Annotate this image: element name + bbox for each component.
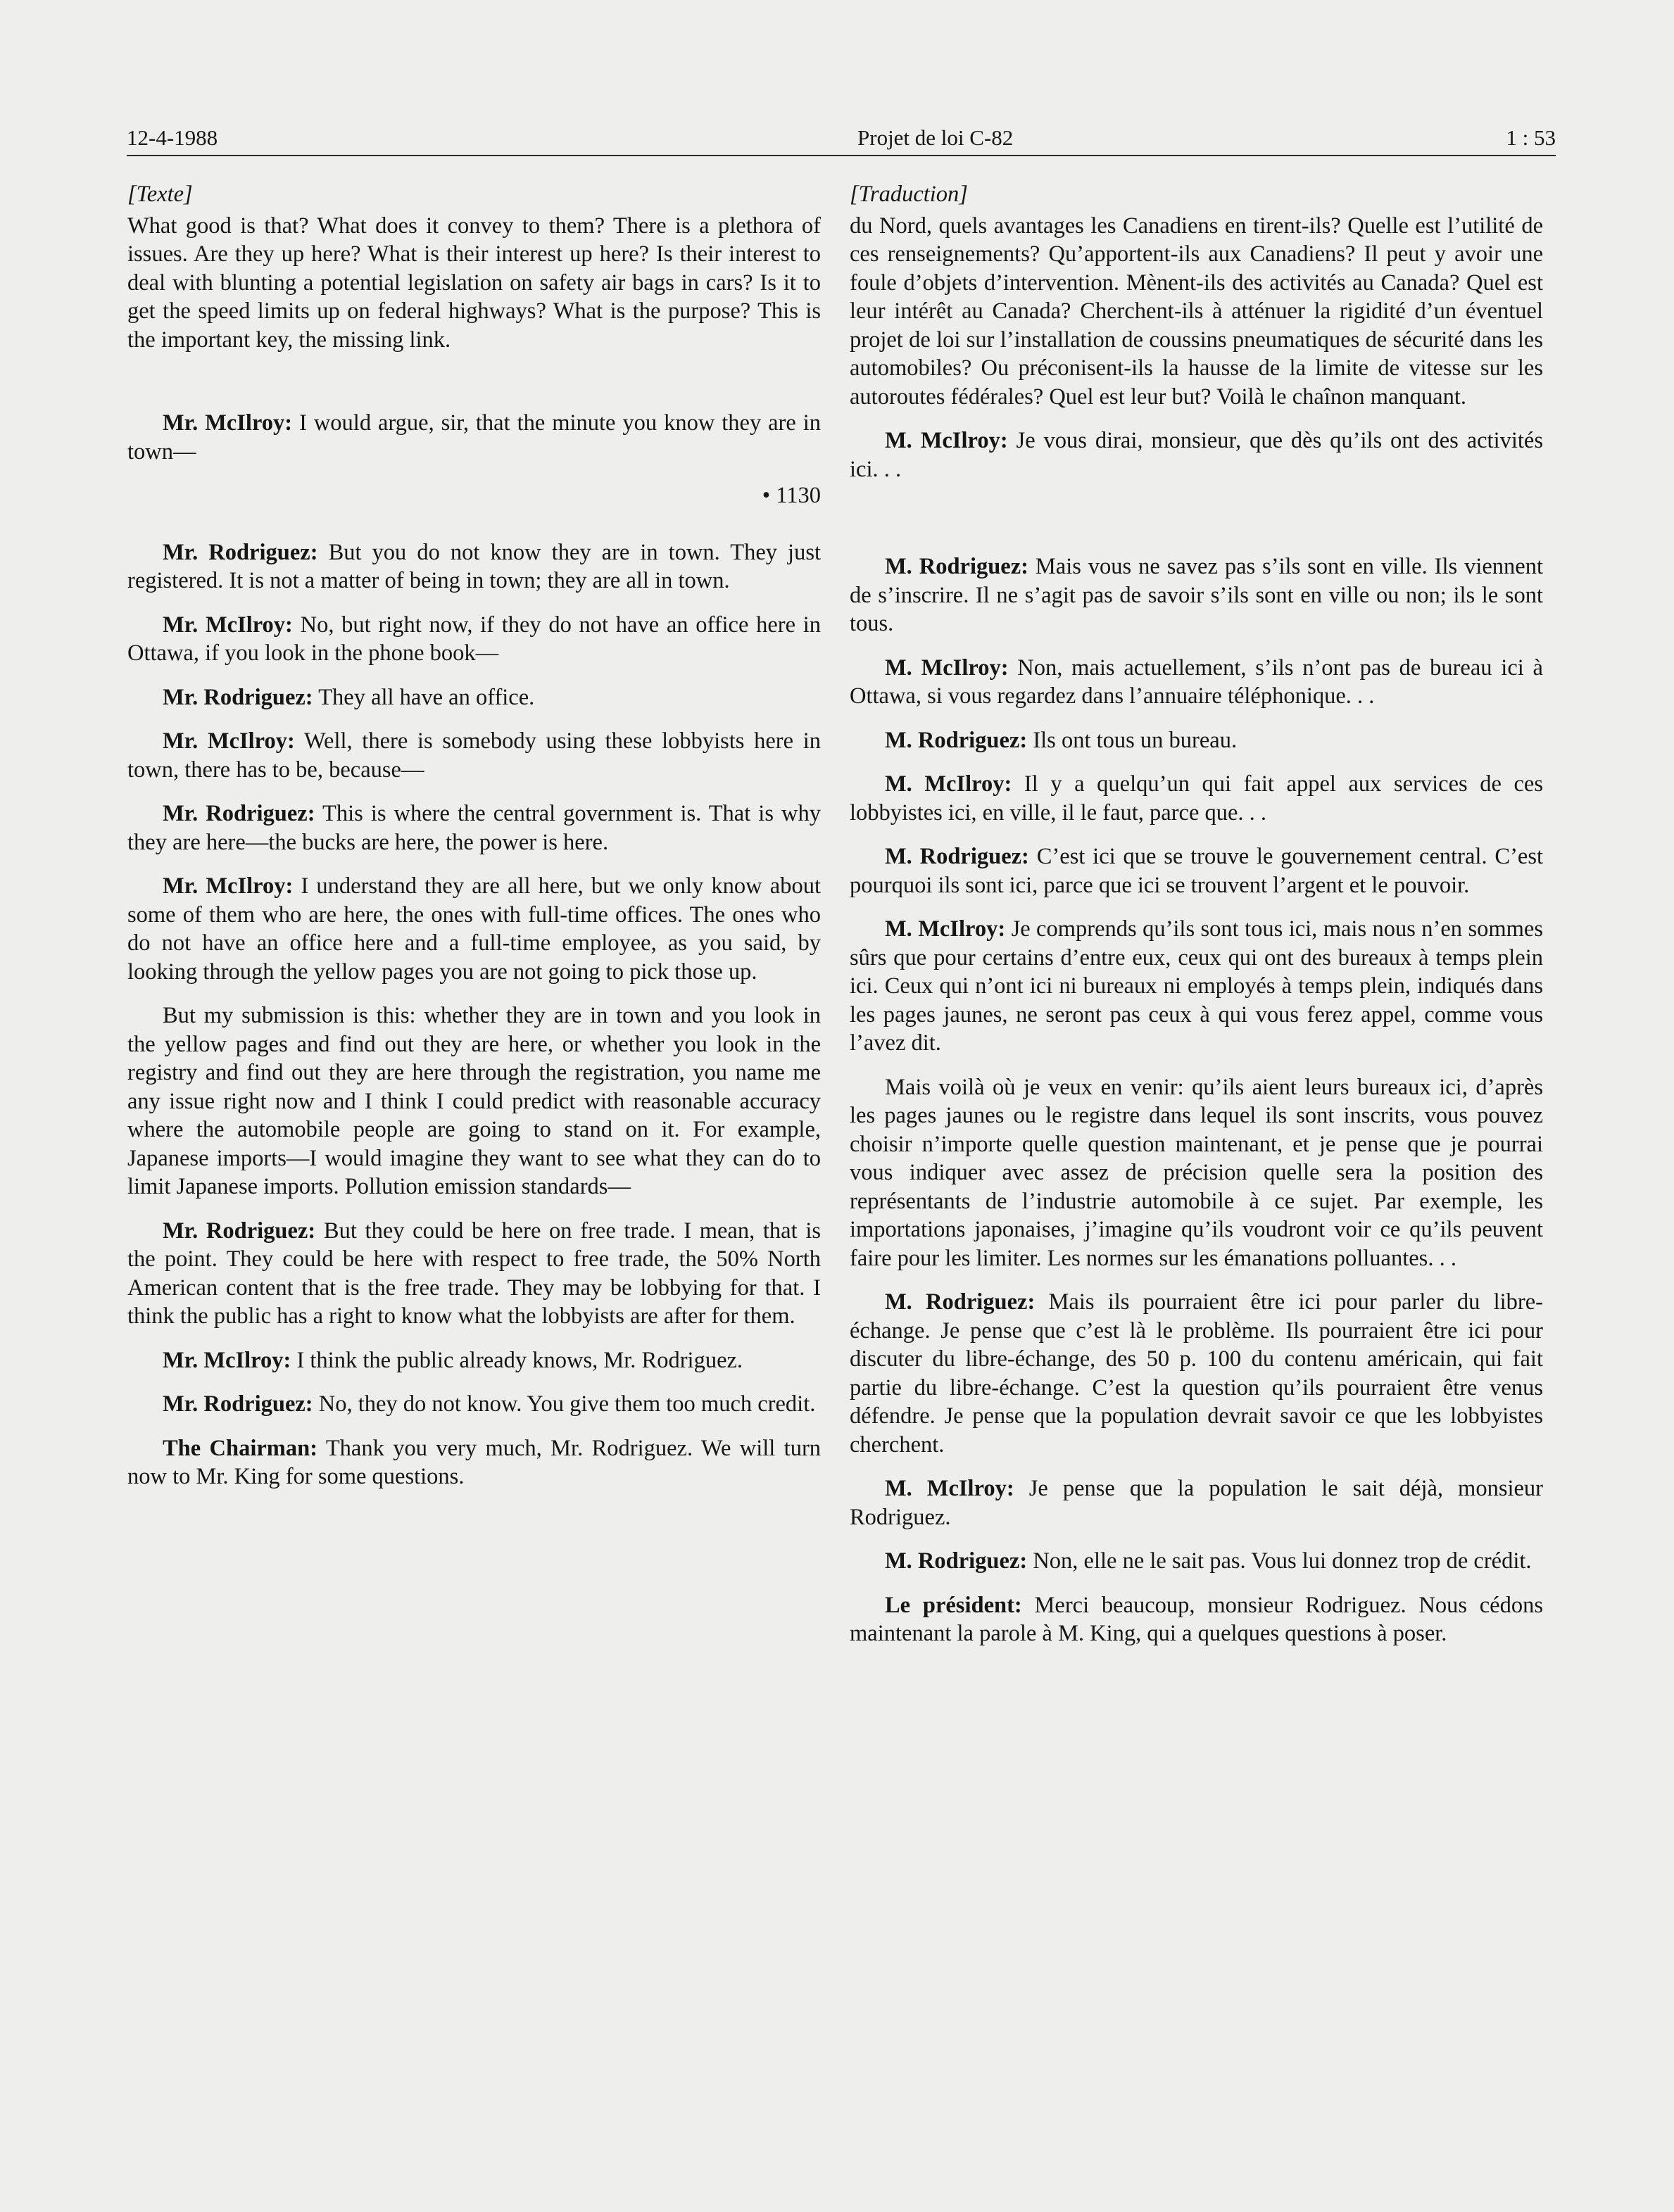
header-page-number: 1 : 53 (1506, 125, 1556, 150)
speech-text: Non, mais actuellement, s’ils n’ont pas de bureau ici à Ottawa, si vous regardez dans l’annuaire téléphonique. . . (850, 655, 1543, 709)
speech-text: I think the public already knows, Mr. Rodriguez. (296, 1347, 743, 1373)
transcript-paragraph (127, 1217, 821, 1331)
speech-text: But my submission is this: whether they are in town and you look in the yellow pages and find out they are here, or whether you look in the registry and find out they are here through the registration, you name me any issue right now and I think I could predict with reasonable accuracy where the automobile people are going to stand on it. For example, Japanese imports—I would imagine they want to see what they can do to limit Japanese imports. Pollution emission standards— (127, 1003, 821, 1199)
speech-text: Mais voilà où je veux en venir: qu’ils aient leurs bureaux ici, d’après les pages jaunes ou le registre dans lequel ils sont inscrits, vous pouvez choisir n’importe quelle question maintenant, et je pense que je pourrai vous indiquer avec assez de précision quelle sera la position des représentants de l’industrie automobile à ce sujet. Par exemple, les importations japonaises, j’imagine qu’ils voudront voir ce qu’ils peuvent faire pour les limiter. Les normes sur les émanations polluantes. . . (850, 1074, 1543, 1271)
speech-text: But they could be here on free trade. I mean, that is the point. They could be here with respect to free trade, the 50% North American content that is the free trade. They may be lobbying for that. I think the public has a right to know what the lobbyists are after for them. (127, 1218, 822, 1329)
column-tag: [Texte] (127, 182, 193, 207)
header-title: Projet de loi C-82 (857, 125, 1014, 150)
speaker-name: Le président: (885, 1592, 1022, 1618)
speaker-name: The Chairman: (163, 1435, 318, 1461)
speaker-name: Mr. McIlroy: (163, 410, 293, 436)
transcript-paragraph (850, 1288, 1543, 1459)
speech-text: I understand they are all here, but we only know about some of them who are here, the ones with full-time offices. The ones who do not have an office here and a full-time employee, as you said, by looking through the yellow pages you are not going to pick those up. (127, 873, 821, 985)
transcript-paragraph (127, 1434, 821, 1491)
speaker-name: M. McIlroy: (885, 655, 1009, 681)
speaker-name: M. Rodriguez: (885, 554, 1028, 579)
speaker-name: M. McIlroy: (885, 428, 1008, 453)
speaker-name: M. Rodriguez: (885, 1548, 1028, 1574)
transcript-paragraph (127, 683, 821, 712)
speech-text: Mais vous ne savez pas s’ils sont en ville. Ils viennent de s’inscrire. Il ne s’agit pas de savoir s’ils sont en ville ou non; ils le sont tous. (850, 554, 1543, 636)
speech-text: Thank you very much, Mr. Rodriguez. We will turn now to Mr. King for some questions. (127, 1435, 822, 1489)
transcript-paragraph (127, 538, 821, 595)
transcript-paragraph (127, 727, 821, 784)
transcript-paragraph (127, 1390, 821, 1419)
transcript-paragraph (127, 872, 821, 986)
speaker-name: Mr. Rodriguez: (163, 539, 318, 565)
speaker-name: Mr. McIlroy: (163, 612, 293, 638)
english-column (127, 180, 821, 1507)
transcript-paragraph (850, 770, 1543, 827)
transcript-paragraph (127, 611, 821, 668)
speaker-name: Mr. McIlroy: (163, 873, 294, 899)
speech-text: Ils ont tous un bureau. (1033, 727, 1238, 753)
speech-text: No, they do not know. You give them too much credit. (318, 1391, 816, 1417)
speaker-name: M. Rodriguez: (885, 1289, 1036, 1315)
intro-paragraph: What good is that? What does it convey to them? There is a plethora of issues. Are they up here? What is their interest up here? Is their interest to deal with blunting a potential legislation on safety air bags in cars? Is it to get the speed limits up on federal highways? What is the purpose? This is the important key, the missing link. (127, 213, 821, 353)
speaker-name: Mr. Rodriguez: (163, 684, 313, 710)
transcript-paragraph (127, 800, 821, 857)
speech-text: I would argue, sir, that the minute you know they are in town— (127, 410, 822, 464)
speaker-name: Mr. McIlroy: (163, 728, 295, 754)
speaker-name: M. McIlroy: (885, 771, 1012, 797)
header-rule (127, 155, 1556, 156)
speaker-name: M. Rodriguez: (885, 727, 1028, 753)
time-marker: • 1130 (762, 483, 821, 508)
speech-text: No, but right now, if they do not have an office here in Ottawa, if you look in the phone book— (127, 612, 821, 666)
speaker-name: Mr. Rodriguez: (163, 1218, 316, 1244)
transcript-paragraph (850, 426, 1543, 484)
speech-text: Well, there is somebody using these lobbyists here in town, there has to be, because— (127, 728, 821, 783)
speech-text: This is where the central government is. That is why they are here—the bucks are here, the power is here. (127, 801, 821, 855)
speaker-name: M. McIlroy: (885, 916, 1006, 942)
transcript-paragraph (850, 654, 1543, 711)
speech-text: Je vous dirai, monsieur, que dès qu’ils ont des activités ici. . . (850, 428, 1543, 482)
transcript-paragraph (850, 1073, 1543, 1273)
speaker-name: M. McIlroy: (885, 1476, 1014, 1501)
speaker-name: Mr. Rodriguez: (163, 1391, 313, 1417)
speech-text: But you do not know they are in town. They just registered. It is not a matter of being in town; they are all in town. (127, 539, 821, 593)
speech-text: Merci beaucoup, monsieur Rodriguez. Nous cédons maintenant la parole à M. King, qui a quelques questions à poser. (850, 1592, 1544, 1646)
transcript-paragraph (850, 842, 1543, 899)
intro-paragraph: du Nord, quels avantages les Canadiens en tirent-ils? Quelle est l’utilité de ces renseignements? Qu’apportent-ils aux Canadiens? Il peut y avoir une foule d’objets d’intervention. Mènent-ils des activités au Canada? Quel est leur intérêt au Canada? Cherchent-ils à atténuer la rigidité d’un éventuel projet de loi sur l’installation de coussins pneumatiques de sécurité dans les automobiles? Ou préconisent-ils la hausse de la limite de vitesse sur les autoroutes fédérales? Quel est leur but? Voilà le chaînon manquant. (850, 213, 1543, 410)
speaker-name: Mr. McIlroy: (163, 1347, 291, 1373)
page-header (127, 121, 1556, 155)
speech-text: Mais ils pourraient être ici pour parler du libre-échange. Je pense que c’est là le problème. Ils pourraient être ici pour discuter du libre-échange, des 50 p. 100 du contenu américain, qui fait partie du libre-échange. C’est la question qu’ils pourraient être venus défendre. Je pense que la population devrait savoir ce que les lobbyistes cherchent. (850, 1289, 1543, 1458)
speech-text: Je pense que la population le sait déjà, monsieur Rodriguez. (850, 1476, 1543, 1530)
transcript-paragraph (850, 1474, 1543, 1531)
column-tag: [Traduction] (850, 182, 968, 207)
transcript-paragraph (850, 552, 1543, 638)
transcript-paragraph (127, 1001, 821, 1201)
transcript-paragraph (850, 1547, 1543, 1576)
transcript-paragraph (127, 1346, 821, 1375)
speaker-name: M. Rodriguez: (885, 844, 1029, 869)
speech-text: Je comprends qu’ils sont tous ici, mais nous n’en sommes sûrs que pour certains d’entre eux, ceux qui ont des bureaux à temps plein ici. Ceux qui n’ont ici ni bureaux ni employés à temps plein, indiqués dans les pages jaunes, ne seront pas ceux à qui vous ferez appel, comme vous l’avez dit. (850, 916, 1543, 1056)
transcript-paragraph (850, 915, 1543, 1058)
speech-text: Non, elle ne le sait pas. Vous lui donnez trop de crédit. (1033, 1548, 1532, 1574)
french-column (850, 180, 1543, 1664)
speech-text: Il y a quelqu’un qui fait appel aux services de ces lobbyistes ici, en ville, il le faut, parce que. . . (850, 771, 1544, 826)
transcript-paragraph (850, 1591, 1543, 1648)
speech-text: They all have an office. (318, 684, 535, 710)
speech-text: C’est ici que se trouve le gouvernement central. C’est pourquoi ils sont ici, parce que ici se trouvent l’argent et le pouvoir. (850, 844, 1544, 898)
transcript-paragraph (850, 726, 1543, 755)
speaker-name: Mr. Rodriguez: (163, 801, 315, 826)
header-date: 12-4-1988 (127, 125, 218, 150)
transcript-paragraph (127, 409, 821, 466)
